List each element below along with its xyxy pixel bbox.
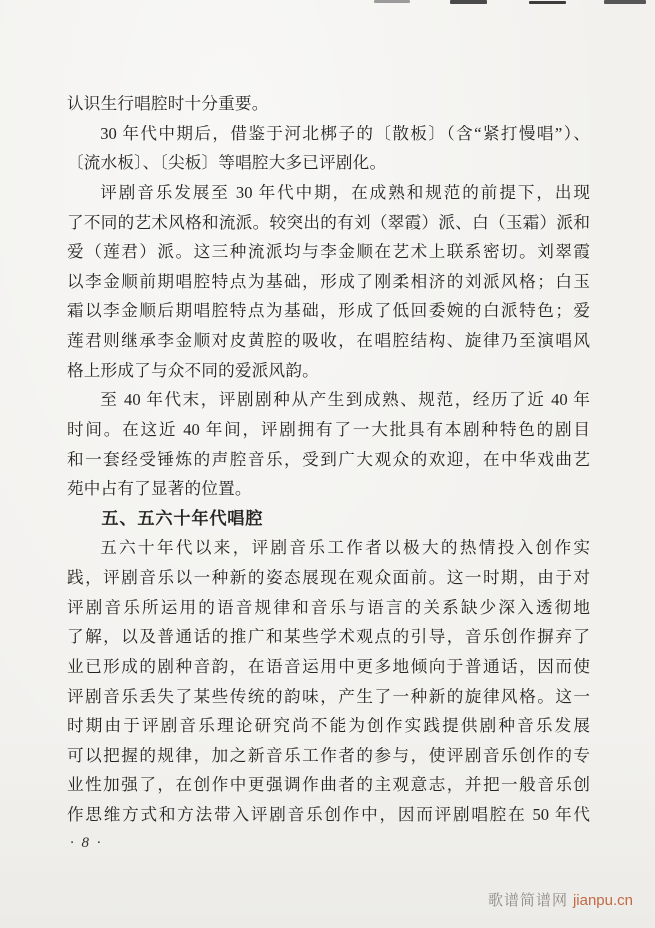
text-line: 霜以李金顺后期唱腔特点为基础，形成了低回委婉的白派特色；爱: [67, 301, 590, 321]
text-line: 了不同的艺术风格和流派。较突出的有刘（翠霞）派、白（玉霜）派和: [67, 212, 590, 232]
text-line: 认识生行唱腔时十分重要。: [67, 94, 269, 113]
scan-artifact-dash: [529, 1, 566, 4]
text-line: 莲君则继承李金顺对皮黄腔的吸收，在唱腔结构、旋律乃至演唱风: [67, 331, 590, 350]
section-heading: 五、五六十年代唱腔: [101, 508, 264, 528]
text-line: 苑中占有了显著的位置。: [67, 479, 252, 499]
text-line: 评剧音乐发展至 30 年代中期，在成熟和规范的前提下，出现: [100, 182, 590, 202]
watermark-site-name: 歌谱简谱网: [487, 892, 568, 909]
page-number: · 8 ·: [70, 835, 103, 851]
text-line: 30 年代中期后，借鉴于河北梆子的〔散板〕（含“紧打慢唱”）、: [100, 123, 590, 143]
page-text: [67, 89, 590, 830]
text-line: 以李金顺前期唱腔特点为基础，形成了刚柔相济的刘派风格；白玉: [67, 271, 590, 291]
watermark: [488, 891, 633, 911]
text-line: 了解，以及普通话的推广和某些学术观点的引导，音乐创作摒弃了: [67, 627, 590, 647]
text-line: 爱（莲君）派。这三种流派均与李金顺在艺术上联系密切。刘翠霞: [67, 242, 590, 262]
text-line: 评剧音乐丢失了某些传统的韵味，产生了一种新的旋律风格。这一: [67, 686, 590, 706]
scan-artifact-dash: [604, 0, 646, 4]
text-line: 〔流水板〕、〔尖板〕等唱腔大多已评剧化。: [67, 153, 387, 173]
scan-artifact-dash: [374, 0, 410, 3]
text-line: 评剧音乐所运用的语音规律和音乐与语言的关系缺少深入透彻地: [67, 597, 590, 617]
text-line: 业已形成的剧种音韵，在语音运用中更多地倾向于普通话，因而使: [67, 656, 590, 676]
watermark-site-url: jianpu.cn: [572, 892, 633, 909]
text-line: 作思维方式和方法带入评剧音乐创作中，因而评剧唱腔在 50 年代: [67, 805, 590, 824]
text-line: 业性加强了，在创作中更强调作曲者的主观意志，并把一般音乐创: [67, 775, 590, 795]
text-line: 时间。在这近 40 年间，评剧拥有了一大批具有本剧种特色的剧目: [67, 419, 590, 439]
text-line: 践，评剧音乐以一种新的姿态展现在观众面前。这一时期，由于对: [67, 568, 590, 587]
text-line: 至 40 年代末，评剧剧种从产生到成熟、规范，经历了近 40 年: [100, 390, 590, 410]
text-line: 和一套经受锤炼的声腔音乐，受到广大观众的欢迎，在中华戏曲艺: [67, 449, 590, 469]
text-line: 格上形成了与众不同的爱派风韵。: [67, 360, 319, 380]
text-line: 时期由于评剧音乐理论研究尚不能为创作实践提供剧种音乐发展: [67, 716, 590, 736]
text-line: 五六十年代以来，评剧音乐工作者以极大的热情投入创作实: [100, 538, 590, 558]
scan-artifact-dash: [450, 0, 487, 4]
text-line: 可以把握的规律，加之新音乐工作者的参与，使评剧音乐创作的专: [67, 745, 590, 765]
